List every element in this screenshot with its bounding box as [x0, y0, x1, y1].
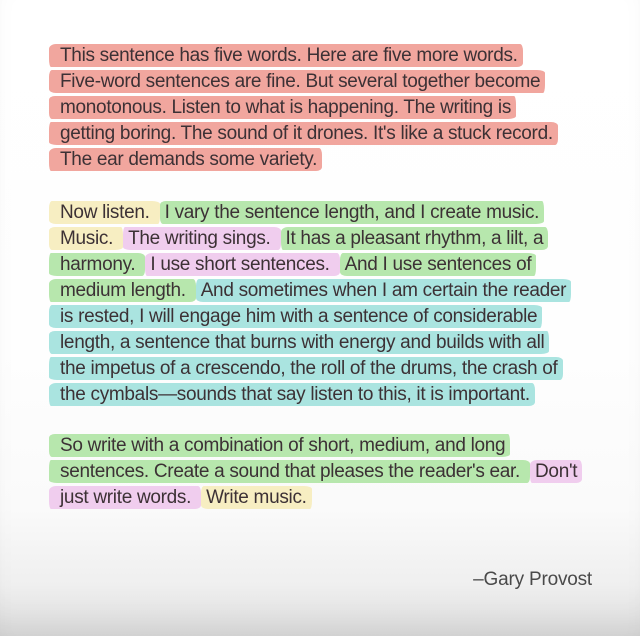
highlight-segment-salmon: getting boring. The sound of it drones. It's like a stuck record.	[49, 122, 558, 145]
highlight-segment-cyan: is rested, I will engage him with a sentence of considerable	[49, 305, 542, 328]
text-line	[56, 201, 610, 224]
text-line	[56, 253, 610, 276]
highlight-segment-salmon: This sentence has five words. Here are five more words.	[49, 44, 523, 67]
text-line	[56, 434, 610, 457]
paragraph-vary-sentence-length	[56, 201, 610, 406]
text-line	[56, 486, 610, 509]
highlight-segment-green: And I use sentences of	[340, 253, 537, 276]
paragraph-write-music	[56, 434, 610, 509]
passage	[56, 44, 610, 512]
highlight-segment-cyan: the cymbals—sounds that say listen to this, it is important.	[49, 383, 535, 406]
highlight-segment-green: It has a pleasant rhythm, a lilt, a	[281, 227, 549, 250]
text-line	[56, 460, 610, 483]
text-line	[56, 70, 610, 93]
text-line	[56, 305, 610, 328]
text-line	[56, 383, 610, 406]
text-line	[56, 96, 610, 119]
highlight-segment-green: So write with a combination of short, medium, and long	[49, 434, 510, 457]
signature-attribution: –Gary Provost	[473, 569, 592, 590]
text-line	[56, 122, 610, 145]
highlight-segment-green: harmony.	[49, 253, 145, 276]
highlight-segment-yellow: Write music.	[201, 486, 312, 509]
highlight-segment-pink: just write words.	[49, 486, 201, 509]
highlight-segment-green: I vary the sentence length, and I create music.	[160, 201, 545, 224]
highlight-segment-cyan: And sometimes when I am certain the reader	[196, 279, 571, 302]
paragraph-five-word-sentences	[56, 44, 610, 171]
highlight-segment-salmon: Five-word sentences are fine. But several together become	[49, 70, 545, 93]
highlight-segment-green: medium length.	[49, 279, 196, 302]
text-line	[56, 357, 610, 380]
highlight-segment-cyan: length, a sentence that burns with energy and builds with all	[49, 331, 549, 354]
text-line	[56, 331, 610, 354]
highlight-segment-cyan: the impetus of a crescendo, the roll of the drums, the crash of	[49, 357, 563, 380]
highlight-segment-yellow: Music.	[49, 227, 123, 250]
text-line	[56, 44, 610, 67]
highlight-segment-yellow: Now listen.	[49, 201, 160, 224]
highlight-segment-salmon: monotonous. Listen to what is happening. The writing is	[49, 96, 516, 119]
text-line	[56, 148, 610, 171]
highlight-segment-pink: The writing sings.	[123, 227, 280, 250]
highlight-segment-pink: I use short sentences.	[145, 253, 339, 276]
highlight-segment-green: sentences. Create a sound that pleases the reader's ear.	[49, 460, 530, 483]
text-line	[56, 227, 610, 250]
highlight-segment-salmon: The ear demands some variety.	[49, 148, 322, 171]
text-line	[56, 279, 610, 302]
highlight-segment-pink: Don't	[530, 460, 582, 483]
